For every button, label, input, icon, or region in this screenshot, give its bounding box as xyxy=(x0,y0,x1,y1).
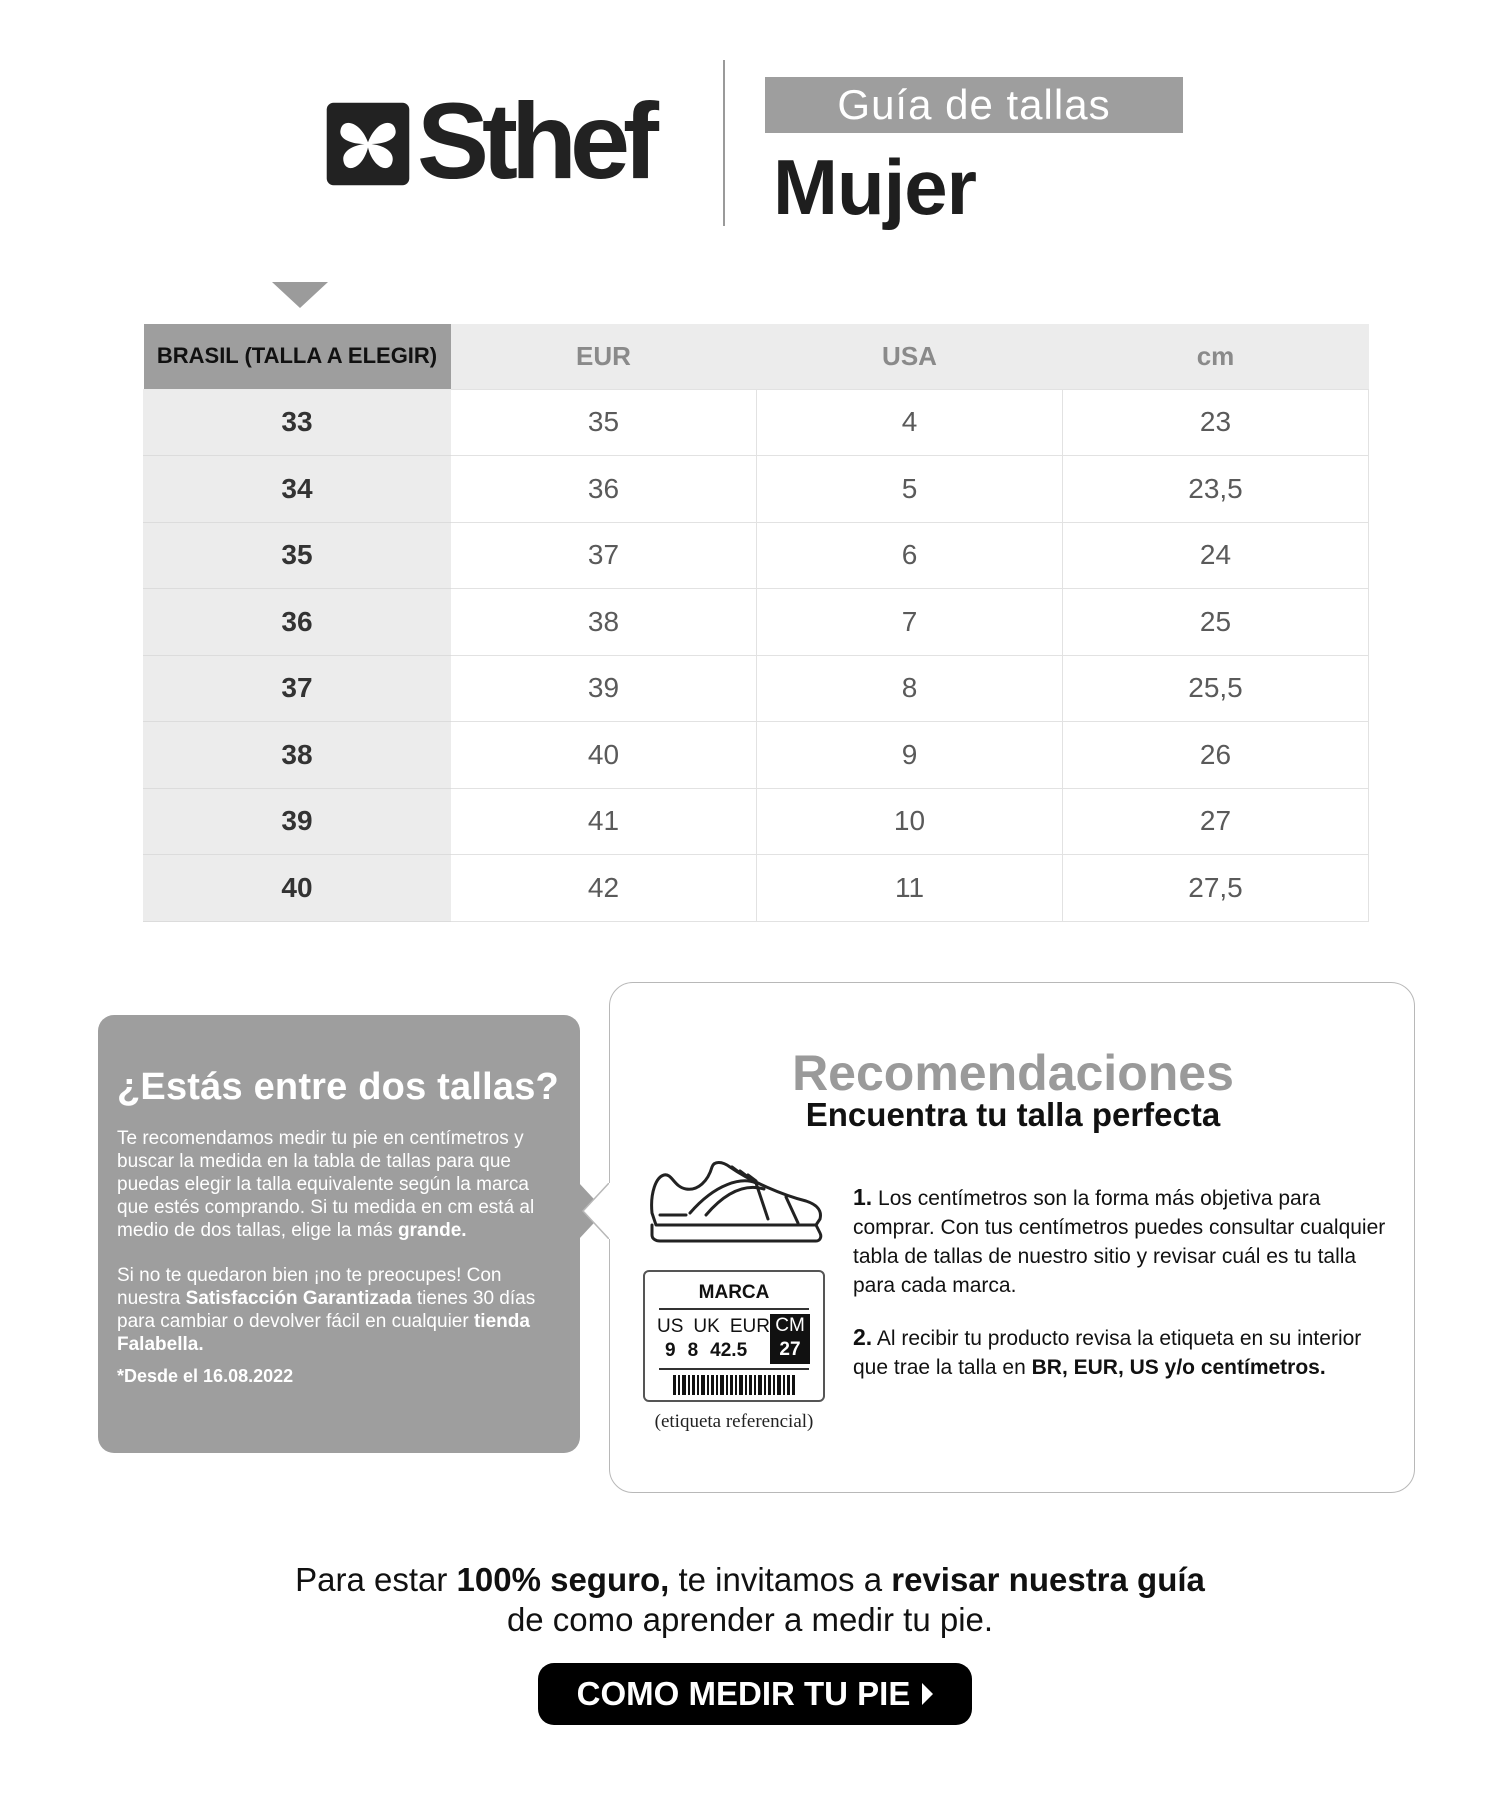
header-eur: EUR xyxy=(451,324,757,389)
column-pointer-icon xyxy=(272,282,328,308)
table-row xyxy=(144,855,1369,922)
label-value-us: 9 xyxy=(665,1340,676,1361)
label-size-headers xyxy=(657,1316,770,1338)
cell-br: 34 xyxy=(144,456,451,523)
cell-cm: 25,5 xyxy=(1063,655,1369,722)
table-row xyxy=(144,788,1369,855)
cell-br: 40 xyxy=(144,855,451,922)
cell-cm: 23 xyxy=(1063,389,1369,456)
cell-cm: 23,5 xyxy=(1063,456,1369,523)
brand-logo xyxy=(325,80,685,201)
cell-eur: 41 xyxy=(451,788,757,855)
label-cm-head: CM xyxy=(775,1315,805,1336)
footer-message xyxy=(0,1560,1500,1640)
footer-bold-2: revisar nuestra guía xyxy=(891,1561,1205,1598)
satisfaction-guarantee-text: Satisfacción Garantizada xyxy=(185,1288,412,1309)
between-sizes-text-2-b: tienes 30 días para cambiar o devolver fácil en cualquier xyxy=(117,1288,536,1332)
header-divider xyxy=(723,60,725,226)
label-value-eur: 42.5 xyxy=(710,1340,748,1361)
header-cm: cm xyxy=(1063,324,1369,389)
recommendation-text: Los centímetros son la forma más objetiva para comprar. Con tus centímetros puedes consultar cualquier tabla de tallas de nuestro sitio y revisar cuál es tu talla para cada marca. xyxy=(853,1187,1386,1297)
recommendation-item-2 xyxy=(853,1323,1393,1382)
between-sizes-text-2 xyxy=(117,1264,564,1356)
footer-line-1 xyxy=(0,1560,1500,1600)
header-brasil: BRASIL (TALLA A ELEGIR) xyxy=(144,324,451,389)
speech-notch-icon xyxy=(581,1183,621,1239)
cell-cm: 27,5 xyxy=(1063,855,1369,922)
cell-usa: 10 xyxy=(757,788,1063,855)
header-usa: USA xyxy=(757,324,1063,389)
cell-cm: 25 xyxy=(1063,589,1369,656)
guide-label: Guía de tallas xyxy=(765,77,1183,133)
label-value-uk: 8 xyxy=(687,1340,699,1361)
cell-br: 35 xyxy=(144,522,451,589)
between-sizes-text-2-a: Si no te quedaron bien ¡no te preocupes! Con nuestra xyxy=(117,1265,502,1309)
cell-usa: 8 xyxy=(757,655,1063,722)
cell-br: 36 xyxy=(144,589,451,656)
footer-line-2: de como aprender a medir tu pie. xyxy=(506,1601,994,1638)
cell-eur: 37 xyxy=(451,522,757,589)
size-table xyxy=(143,324,1369,922)
recommendation-text: Al recibir tu producto revisa la etiqueta en su interior que trae la talla en xyxy=(853,1327,1362,1379)
cell-usa: 5 xyxy=(757,456,1063,523)
cell-usa: 9 xyxy=(757,722,1063,789)
table-row xyxy=(144,522,1369,589)
recommendation-bold-text: BR, EUR, US y/o centímetros. xyxy=(1031,1356,1326,1379)
cell-br: 33 xyxy=(144,389,451,456)
size-label-example xyxy=(643,1270,825,1402)
recommendation-number: 1. xyxy=(853,1184,873,1210)
label-size-values xyxy=(665,1340,747,1362)
header xyxy=(0,0,1500,240)
footer-text-b: te invitamos a xyxy=(669,1561,892,1598)
between-sizes-text-1-bold: grande. xyxy=(397,1220,467,1241)
label-head-eur: EUR xyxy=(729,1316,770,1337)
between-sizes-text-1 xyxy=(117,1127,564,1242)
cell-br: 37 xyxy=(144,655,451,722)
cell-eur: 36 xyxy=(451,456,757,523)
table-row xyxy=(144,389,1369,456)
cell-usa: 7 xyxy=(757,589,1063,656)
recommendations-title: Recomendaciones xyxy=(792,1045,1234,1101)
cell-eur: 39 xyxy=(451,655,757,722)
how-to-measure-button[interactable] xyxy=(538,1663,972,1725)
label-cm-value: 27 xyxy=(779,1339,801,1360)
cell-eur: 40 xyxy=(451,722,757,789)
sneaker-icon xyxy=(646,1153,826,1249)
between-sizes-text-1-body: Te recomendamos medir tu pie en centímetros y buscar la medida en la tabla de tallas para que puedas elegir la talla equivalente según la marca que estés comprando. Si tu medida en cm está al medio de dos tallas, elige la más xyxy=(117,1128,535,1241)
cell-br: 38 xyxy=(144,722,451,789)
footer-bold-1: 100% seguro, xyxy=(456,1561,670,1598)
butterfly-logo-icon xyxy=(325,101,411,187)
cell-eur: 38 xyxy=(451,589,757,656)
category-title: Mujer xyxy=(773,143,977,231)
table-row xyxy=(144,456,1369,523)
label-divider xyxy=(659,1368,809,1370)
cell-usa: 6 xyxy=(757,522,1063,589)
label-cm-box xyxy=(770,1314,810,1364)
cell-br: 39 xyxy=(144,788,451,855)
table-row xyxy=(144,655,1369,722)
table-row xyxy=(144,722,1369,789)
recommendation-number: 2. xyxy=(853,1324,873,1350)
table-row xyxy=(144,589,1369,656)
cta-label: COMO MEDIR TU PIE xyxy=(576,1675,911,1712)
cell-cm: 24 xyxy=(1063,522,1369,589)
cell-eur: 42 xyxy=(451,855,757,922)
recommendations-box xyxy=(609,982,1415,1493)
label-brand: MARCA xyxy=(698,1282,770,1303)
cell-eur: 35 xyxy=(451,389,757,456)
between-sizes-title: ¿Estás entre dos tallas? xyxy=(117,1066,559,1108)
brand-name: Sthef xyxy=(417,80,652,201)
play-arrow-icon xyxy=(922,1683,933,1705)
footer-text-a: Para estar xyxy=(295,1561,457,1598)
between-sizes-box xyxy=(98,1015,580,1453)
table-header-row xyxy=(144,324,1369,389)
label-divider xyxy=(659,1308,809,1310)
label-head-us: US xyxy=(657,1316,684,1337)
label-head-uk: UK xyxy=(693,1316,720,1337)
store-name-text: tienda Falabella. xyxy=(117,1311,530,1355)
cell-usa: 11 xyxy=(757,855,1063,922)
label-caption: (etiqueta referencial) xyxy=(654,1411,814,1432)
validity-note: *Desde el 16.08.2022 xyxy=(117,1366,294,1386)
cell-cm: 27 xyxy=(1063,788,1369,855)
recommendations-subtitle: Encuentra tu talla perfecta xyxy=(805,1096,1221,1133)
cell-cm: 26 xyxy=(1063,722,1369,789)
barcode-icon xyxy=(673,1375,795,1395)
cell-usa: 4 xyxy=(757,389,1063,456)
recommendation-item-1 xyxy=(853,1183,1393,1300)
